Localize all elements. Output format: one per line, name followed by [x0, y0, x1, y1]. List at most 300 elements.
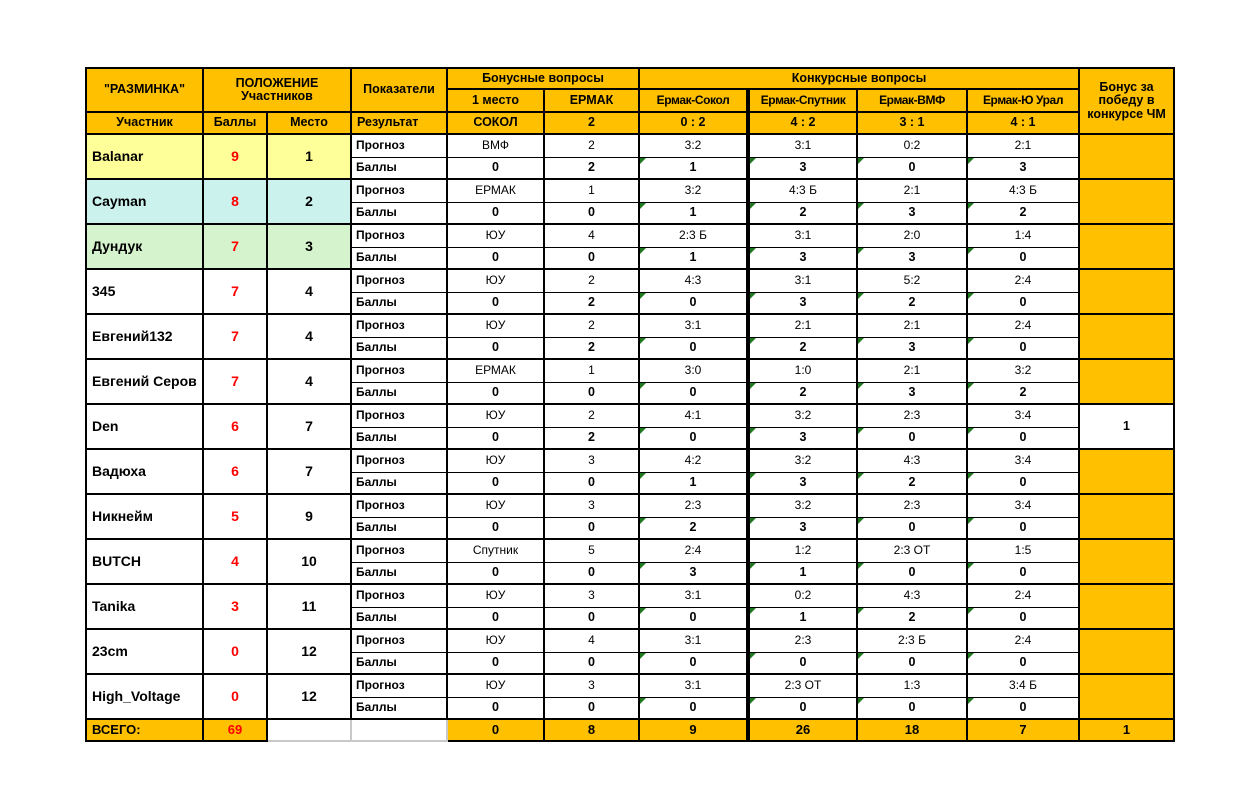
score-cell	[858, 698, 968, 721]
score-value: 0	[908, 430, 916, 445]
participant-points: 6	[204, 450, 268, 495]
participant-name: Никнейм	[87, 495, 204, 540]
score-value: 2	[799, 385, 807, 400]
result-score-yuural: 4 : 1	[968, 113, 1080, 135]
score-value: 2	[588, 295, 595, 310]
forecast-cell: 4	[545, 225, 640, 248]
forecast-cell: 2:4	[968, 630, 1080, 653]
participant-name: High_Voltage	[87, 675, 204, 720]
green-corner-icon	[968, 248, 974, 254]
score-value: 0	[689, 610, 697, 625]
participant-points: 9	[204, 135, 268, 180]
total-sokol: 9	[640, 720, 750, 742]
score-value: 0	[689, 340, 697, 355]
score-cell	[858, 518, 968, 541]
forecast-cell: 3:2	[750, 495, 858, 518]
score-cell	[545, 293, 640, 316]
score-value: 0	[492, 475, 499, 490]
score-value: 3	[799, 475, 807, 490]
score-value: 0	[799, 700, 807, 715]
score-cell	[640, 653, 750, 676]
score-value: 0	[588, 700, 595, 715]
score-value: 0	[1019, 430, 1027, 445]
bonus-cell	[1080, 180, 1175, 225]
forecast-cell: ВМФ	[448, 135, 545, 158]
forecast-cell: 3	[545, 675, 640, 698]
points-row-label: Баллы	[352, 473, 448, 496]
score-cell	[448, 383, 545, 406]
participant-name: Евгений132	[87, 315, 204, 360]
forecast-cell: 4:3	[858, 450, 968, 473]
score-value: 3	[1019, 160, 1027, 175]
participant-points: 7	[204, 270, 268, 315]
forecast-cell: 1	[545, 360, 640, 383]
score-cell	[858, 563, 968, 586]
score-value: 1	[689, 475, 697, 490]
place-col-header: Место	[268, 113, 352, 135]
score-value: 0	[588, 205, 595, 220]
score-cell	[858, 293, 968, 316]
forecast-cell: 4:3	[858, 585, 968, 608]
participant-name: Вадюха	[87, 450, 204, 495]
green-corner-icon	[858, 338, 864, 344]
forecast-cell: 2:4	[968, 270, 1080, 293]
participant-points: 3	[204, 585, 268, 630]
total-bonus: 1	[1080, 720, 1175, 742]
green-corner-icon	[968, 518, 974, 524]
green-corner-icon	[750, 653, 756, 659]
forecast-cell: 2:1	[968, 135, 1080, 158]
points-row-label: Баллы	[352, 203, 448, 226]
green-corner-icon	[858, 608, 864, 614]
forecast-cell: ЮУ	[448, 270, 545, 293]
score-value: 0	[492, 655, 499, 670]
score-value: 0	[492, 430, 499, 445]
score-value: 0	[1019, 520, 1027, 535]
forecast-cell: 3:1	[640, 585, 750, 608]
score-cell	[448, 248, 545, 271]
score-cell	[640, 698, 750, 721]
forecast-row-label: Прогноз	[352, 360, 448, 383]
participant-place: 4	[268, 360, 352, 405]
forecast-cell: 3:2	[750, 450, 858, 473]
score-value: 2	[1019, 205, 1027, 220]
score-cell	[448, 518, 545, 541]
green-corner-icon	[750, 293, 756, 299]
green-corner-icon	[858, 518, 864, 524]
match-header-yuural: Ермак-Ю Урал	[968, 90, 1080, 113]
score-value: 0	[1019, 475, 1027, 490]
total-empty-result	[352, 720, 448, 742]
forecast-cell: 3:2	[750, 405, 858, 428]
green-corner-icon	[858, 563, 864, 569]
participant-points: 5	[204, 495, 268, 540]
participant-name: Евгений Серов	[87, 360, 204, 405]
green-corner-icon	[858, 698, 864, 704]
first-place-subheader: 1 место	[448, 90, 545, 113]
score-cell	[448, 653, 545, 676]
indicators-header: Показатели	[352, 69, 448, 113]
score-value: 0	[908, 565, 916, 580]
green-corner-icon	[858, 473, 864, 479]
score-cell	[545, 518, 640, 541]
participant-name: Den	[87, 405, 204, 450]
score-cell	[968, 563, 1080, 586]
forecast-cell: 2:1	[858, 180, 968, 203]
score-cell	[448, 473, 545, 496]
forecast-cell: ЮУ	[448, 585, 545, 608]
participant-name: Tanika	[87, 585, 204, 630]
score-cell	[640, 518, 750, 541]
green-corner-icon	[750, 518, 756, 524]
score-value: 0	[799, 655, 807, 670]
forecast-cell: 2	[545, 405, 640, 428]
score-cell	[858, 428, 968, 451]
forecast-cell: 3:4	[968, 495, 1080, 518]
forecast-cell: 2	[545, 270, 640, 293]
participant-points: 6	[204, 405, 268, 450]
forecast-cell: 1	[545, 180, 640, 203]
forecast-cell: ЮУ	[448, 450, 545, 473]
score-value: 0	[492, 385, 499, 400]
total-yuural: 7	[968, 720, 1080, 742]
forecast-row-label: Прогноз	[352, 180, 448, 203]
score-value: 2	[799, 340, 807, 355]
score-cell	[968, 518, 1080, 541]
green-corner-icon	[968, 473, 974, 479]
score-value: 0	[689, 385, 697, 400]
green-corner-icon	[750, 473, 756, 479]
forecast-cell: 4:1	[640, 405, 750, 428]
score-cell	[968, 248, 1080, 271]
match-header-sputnik: Ермак-Спутник	[750, 90, 858, 113]
score-value: 3	[908, 205, 916, 220]
forecast-cell: 4:3 Б	[750, 180, 858, 203]
forecast-cell: 2:3 Б	[640, 225, 750, 248]
score-value: 1	[689, 160, 697, 175]
forecast-cell: 2:3	[750, 630, 858, 653]
score-cell	[545, 608, 640, 631]
points-row-label: Баллы	[352, 608, 448, 631]
forecast-cell: 2	[545, 315, 640, 338]
points-row-label: Баллы	[352, 518, 448, 541]
green-corner-icon	[968, 203, 974, 209]
forecast-cell: 4:3	[640, 270, 750, 293]
forecast-cell: 1:3	[858, 675, 968, 698]
score-cell	[858, 653, 968, 676]
score-value: 0	[1019, 565, 1027, 580]
points-row-label: Баллы	[352, 428, 448, 451]
participant-place: 11	[268, 585, 352, 630]
score-value: 0	[492, 700, 499, 715]
score-cell	[640, 473, 750, 496]
ermak-subheader: ЕРМАК	[545, 90, 640, 113]
score-value: 0	[588, 565, 595, 580]
points-row-label: Баллы	[352, 248, 448, 271]
forecast-cell: 2:4	[968, 585, 1080, 608]
score-value: 0	[908, 700, 916, 715]
score-cell	[750, 383, 858, 406]
result-first-place: СОКОЛ	[448, 113, 545, 135]
forecast-cell: 3:1	[750, 225, 858, 248]
bonus-cell	[1080, 675, 1175, 720]
score-cell	[545, 698, 640, 721]
score-cell	[858, 608, 968, 631]
green-corner-icon	[640, 203, 646, 209]
forecast-cell: 3:2	[640, 180, 750, 203]
score-cell	[968, 608, 1080, 631]
forecast-cell: 3:4 Б	[968, 675, 1080, 698]
standings-table	[85, 67, 1175, 742]
forecast-cell: 0:2	[750, 585, 858, 608]
participant-place: 1	[268, 135, 352, 180]
forecast-cell: 3:1	[750, 270, 858, 293]
forecast-cell: 2:4	[640, 540, 750, 563]
participant-place: 12	[268, 675, 352, 720]
forecast-cell: ЮУ	[448, 495, 545, 518]
score-cell	[545, 428, 640, 451]
score-cell	[750, 293, 858, 316]
forecast-row-label: Прогноз	[352, 495, 448, 518]
green-corner-icon	[640, 608, 646, 614]
green-corner-icon	[750, 698, 756, 704]
bonus-cell	[1080, 360, 1175, 405]
participant-points: 7	[204, 315, 268, 360]
score-cell	[750, 473, 858, 496]
total-sputnik: 26	[750, 720, 858, 742]
final-bonus-line3: конкурсе ЧМ	[1087, 106, 1166, 121]
score-cell	[545, 653, 640, 676]
score-cell	[448, 203, 545, 226]
green-corner-icon	[750, 608, 756, 614]
score-cell	[750, 608, 858, 631]
score-cell	[640, 428, 750, 451]
participant-points: 7	[204, 225, 268, 270]
score-cell	[448, 158, 545, 181]
participant-name: Cayman	[87, 180, 204, 225]
bonus-cell	[1080, 630, 1175, 675]
score-cell	[968, 203, 1080, 226]
score-value: 2	[689, 520, 697, 535]
forecast-cell: Спутник	[448, 540, 545, 563]
green-corner-icon	[968, 608, 974, 614]
participant-points: 0	[204, 675, 268, 720]
green-corner-icon	[858, 248, 864, 254]
score-value: 1	[799, 565, 807, 580]
forecast-cell: 2:3	[858, 405, 968, 428]
bonus-cell	[1080, 540, 1175, 585]
green-corner-icon	[858, 203, 864, 209]
green-corner-icon	[750, 428, 756, 434]
forecast-cell: 1:5	[968, 540, 1080, 563]
total-empty-place	[268, 720, 352, 742]
score-cell	[640, 338, 750, 361]
score-value: 0	[492, 295, 499, 310]
green-corner-icon	[640, 518, 646, 524]
forecast-cell: ЮУ	[448, 630, 545, 653]
participant-place: 12	[268, 630, 352, 675]
green-corner-icon	[640, 293, 646, 299]
green-corner-icon	[640, 473, 646, 479]
participant-place: 7	[268, 450, 352, 495]
result-ermak: 2	[545, 113, 640, 135]
forecast-cell: 2:1	[750, 315, 858, 338]
score-cell	[448, 338, 545, 361]
score-value: 0	[1019, 340, 1027, 355]
score-value: 0	[588, 385, 595, 400]
forecast-cell: 3:4	[968, 450, 1080, 473]
participant-points: 4	[204, 540, 268, 585]
final-bonus-line2: победу в	[1098, 93, 1155, 108]
green-corner-icon	[640, 383, 646, 389]
score-cell	[858, 203, 968, 226]
green-corner-icon	[640, 248, 646, 254]
green-corner-icon	[968, 428, 974, 434]
score-value: 0	[588, 475, 595, 490]
participant-place: 4	[268, 315, 352, 360]
points-row-label: Баллы	[352, 338, 448, 361]
score-cell	[640, 608, 750, 631]
forecast-cell: 2:1	[858, 360, 968, 383]
score-value: 3	[908, 250, 916, 265]
green-corner-icon	[858, 653, 864, 659]
score-cell	[640, 158, 750, 181]
score-value: 0	[1019, 700, 1027, 715]
score-cell	[640, 293, 750, 316]
forecast-cell: 3	[545, 450, 640, 473]
participant-name: 23cm	[87, 630, 204, 675]
participant-name: Balanar	[87, 135, 204, 180]
score-value: 0	[1019, 610, 1027, 625]
total-ermak: 8	[545, 720, 640, 742]
forecast-row-label: Прогноз	[352, 315, 448, 338]
green-corner-icon	[750, 383, 756, 389]
green-corner-icon	[968, 653, 974, 659]
score-value: 0	[492, 610, 499, 625]
forecast-cell: 2:3 ОТ	[750, 675, 858, 698]
green-corner-icon	[640, 428, 646, 434]
score-cell	[640, 563, 750, 586]
bonus-cell	[1080, 315, 1175, 360]
final-bonus-header	[1080, 69, 1175, 135]
score-value: 1	[689, 250, 697, 265]
standings-header-line2: Участников	[241, 89, 313, 103]
result-score-sokol: 0 : 2	[640, 113, 750, 135]
total-points: 69	[204, 720, 268, 742]
forecast-cell: 4:2	[640, 450, 750, 473]
forecast-cell: ЮУ	[448, 315, 545, 338]
bonus-cell: 1	[1080, 405, 1175, 450]
score-value: 2	[908, 295, 916, 310]
score-value: 3	[799, 250, 807, 265]
score-cell	[750, 563, 858, 586]
points-row-label: Баллы	[352, 383, 448, 406]
green-corner-icon	[968, 698, 974, 704]
forecast-cell: 5:2	[858, 270, 968, 293]
participant-points: 7	[204, 360, 268, 405]
score-value: 0	[689, 655, 697, 670]
score-cell	[640, 248, 750, 271]
score-cell	[968, 383, 1080, 406]
forecast-row-label: Прогноз	[352, 135, 448, 158]
score-value: 0	[492, 160, 499, 175]
total-label: ВСЕГО:	[87, 720, 204, 742]
green-corner-icon	[750, 338, 756, 344]
warmup-header: "РАЗМИНКА"	[87, 69, 204, 113]
green-corner-icon	[858, 158, 864, 164]
score-value: 0	[908, 520, 916, 535]
score-value: 0	[492, 250, 499, 265]
score-cell	[858, 248, 968, 271]
forecast-cell: 1:2	[750, 540, 858, 563]
bonus-cell	[1080, 495, 1175, 540]
green-corner-icon	[750, 248, 756, 254]
green-corner-icon	[968, 383, 974, 389]
forecast-cell: 2:3 ОТ	[858, 540, 968, 563]
green-corner-icon	[968, 158, 974, 164]
forecast-cell: 2:3	[858, 495, 968, 518]
score-cell	[858, 338, 968, 361]
score-cell	[750, 428, 858, 451]
score-value: 2	[588, 430, 595, 445]
score-cell	[545, 158, 640, 181]
result-score-sputnik: 4 : 2	[750, 113, 858, 135]
forecast-cell: 4	[545, 630, 640, 653]
score-value: 3	[799, 160, 807, 175]
score-cell	[545, 203, 640, 226]
forecast-row-label: Прогноз	[352, 405, 448, 428]
score-cell	[448, 563, 545, 586]
participant-name: 345	[87, 270, 204, 315]
green-corner-icon	[858, 383, 864, 389]
standings-grid	[85, 67, 1175, 742]
score-value: 0	[689, 295, 697, 310]
forecast-cell: 0:2	[858, 135, 968, 158]
standings-header-line1: ПОЛОЖЕНИЕ	[235, 75, 319, 90]
score-cell	[545, 473, 640, 496]
score-value: 2	[588, 340, 595, 355]
score-cell	[750, 203, 858, 226]
participant-name: BUTCH	[87, 540, 204, 585]
participant-points: 0	[204, 630, 268, 675]
forecast-row-label: Прогноз	[352, 540, 448, 563]
participant-name: Дундук	[87, 225, 204, 270]
standings-header	[204, 69, 352, 113]
result-row-header: Результат	[352, 113, 448, 135]
score-value: 0	[588, 520, 595, 535]
score-value: 1	[799, 610, 807, 625]
match-header-sokol: Ермак-Сокол	[640, 90, 750, 113]
score-cell	[858, 158, 968, 181]
score-value: 0	[492, 520, 499, 535]
green-corner-icon	[968, 563, 974, 569]
green-corner-icon	[750, 203, 756, 209]
score-cell	[545, 383, 640, 406]
score-value: 2	[908, 610, 916, 625]
score-value: 0	[689, 700, 697, 715]
green-corner-icon	[640, 338, 646, 344]
participant-place: 3	[268, 225, 352, 270]
forecast-cell: 3:0	[640, 360, 750, 383]
points-col-header: Баллы	[204, 113, 268, 135]
score-cell	[640, 203, 750, 226]
forecast-cell: 3:1	[750, 135, 858, 158]
forecast-cell: ЕРМАК	[448, 180, 545, 203]
score-value: 0	[492, 340, 499, 355]
score-value: 2	[588, 160, 595, 175]
score-value: 2	[1019, 385, 1027, 400]
score-cell	[545, 563, 640, 586]
